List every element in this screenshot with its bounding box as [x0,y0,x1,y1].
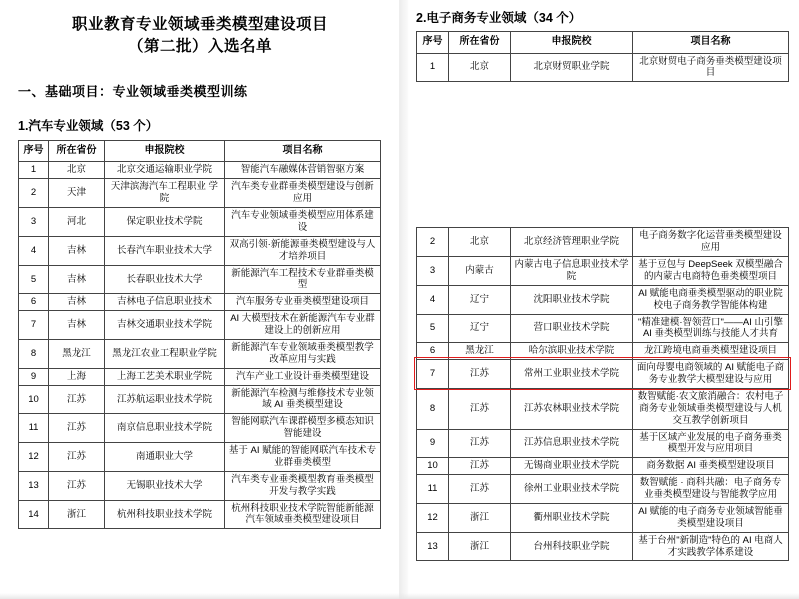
cell-project: 北京财贸电子商务垂类模型建设项目 [633,53,789,82]
column-header-province: 所在省份 [49,140,105,162]
column-header-num: 序号 [417,32,449,54]
cell-province: 浙江 [49,500,105,529]
cell-project: 基于 AI 赋能的智能网联汽车技术专业群垂类模型 [225,443,381,472]
cell-num: 12 [417,503,449,532]
cell-num: 13 [19,471,49,500]
cell-school: 天津滨海汽车工程职业 学院 [105,179,225,208]
cell-num: 6 [19,294,49,311]
cell-province: 江苏 [49,443,105,472]
table-row [19,443,381,472]
cell-project: 杭州科技职业技术学院智能新能源汽车领域垂类模型建设项目 [225,500,381,529]
cell-province: 辽宁 [449,285,511,314]
table-row [417,285,789,314]
cell-school: 北京经济管理职业学院 [511,228,633,257]
page-title [18,14,382,59]
cell-num: 10 [417,458,449,475]
cell-school: 南通职业大学 [105,443,225,472]
column-header-province: 所在省份 [449,32,511,54]
cell-school: 无锡职业技术大学 [105,471,225,500]
cell-num: 7 [19,311,49,340]
table-row [19,236,381,265]
cell-school: 沈阳职业技术学院 [511,285,633,314]
cell-num: 12 [19,443,49,472]
table-row [19,500,381,529]
section-heading-1: 一、基础项目：专业领域垂类模型训练 [18,83,248,99]
cell-project: 双高引领·新能源垂类模型建设与人才培养项目 [225,236,381,265]
cell-project: 电子商务数字化运营垂类模型建设应用 [633,228,789,257]
cell-project: 基于区域产业发展的电子商务垂类模型开发与应用项目 [633,429,789,458]
cell-province: 北京 [449,228,511,257]
cell-province: 北京 [49,162,105,179]
cell-province: 辽宁 [449,314,511,343]
table-row [19,294,381,311]
table-row [417,228,789,257]
cell-project: 基于豆包与 DeepSeek 双模型融合的内蒙古电商特色垂类模型项目 [633,257,789,286]
table-row [19,311,381,340]
cell-province: 河北 [49,208,105,237]
ecommerce-table-top [416,31,789,82]
cell-school: 江苏信息职业技术学院 [511,429,633,458]
cell-num: 8 [417,388,449,429]
cell-project: 汽车产业工业设计垂类模型建设 [225,368,381,385]
cell-num: 13 [417,532,449,561]
column-header-project: 项目名称 [633,32,789,54]
table-row [19,179,381,208]
cell-province: 吉林 [49,236,105,265]
cell-province: 江苏 [49,414,105,443]
cell-project: AI 赋能电商垂类模型驱动的职业院校电子商务教学智能体构建 [633,285,789,314]
table-row [19,339,381,368]
cell-num: 14 [19,500,49,529]
cell-school: 营口职业技术学院 [511,314,633,343]
table-row [417,343,789,360]
cell-num: 8 [19,339,49,368]
cell-province: 吉林 [49,265,105,294]
page-gutter-shadow [399,0,409,599]
cell-project: 数智赋能 · 商科共融：电子商务专业垂类模型建设与智能教学应用 [633,475,789,504]
cell-school: 台州科技职业学院 [511,532,633,561]
cell-province: 江苏 [49,471,105,500]
table-header-row [19,140,381,162]
table-row [19,471,381,500]
cell-school: 黑龙江农业工程职业学院 [105,339,225,368]
cell-num: 4 [19,236,49,265]
cell-num: 5 [19,265,49,294]
cell-num: 1 [417,53,449,82]
table-row [417,360,789,389]
cell-province: 浙江 [449,503,511,532]
cell-project: 面向母婴电商领域的 AI 赋能电子商务专业教学大模型建设与应用 [633,360,789,389]
cell-school: 江苏农林职业技术学院 [511,388,633,429]
cell-num: 6 [417,343,449,360]
title-line-1: 职业教育专业领域垂类模型建设项目 [71,16,328,33]
table-row [19,368,381,385]
column-header-num: 序号 [19,140,49,162]
cell-num: 11 [19,414,49,443]
table-row [417,429,789,458]
cell-school: 上海工艺美术职业学院 [105,368,225,385]
title-line-2: （第二批）入选名单 [127,38,272,56]
cell-project: "精准建模·智领营口"——AI 山引擎 AI 垂类模型训练与技能人才共育 [633,314,789,343]
cell-school: 吉林交通职业技术学院 [105,311,225,340]
column-header-school: 申报院校 [511,32,633,54]
cell-school: 长春汽车职业技术大学 [105,236,225,265]
table-row [19,208,381,237]
cell-province: 吉林 [49,294,105,311]
cell-province: 上海 [49,368,105,385]
cell-project: 汽车类专业垂类模型教育垂类模型开发与教学实践 [225,471,381,500]
cell-num: 2 [417,228,449,257]
cell-project: AI 大模型技术在新能源汽车专业群建设上的创新应用 [225,311,381,340]
cell-school: 哈尔滨职业技术学院 [511,343,633,360]
cell-province: 江苏 [449,475,511,504]
cell-province: 黑龙江 [449,343,511,360]
cell-province: 江苏 [449,360,511,389]
table-row [417,503,789,532]
cell-num: 4 [417,285,449,314]
cell-province: 吉林 [49,311,105,340]
cell-province: 江苏 [449,388,511,429]
cell-school: 北京交通运输职业学院 [105,162,225,179]
cell-province: 北京 [449,53,511,82]
cell-project: 汽车专业领域垂类模型应用体系建设 [225,208,381,237]
cell-project: 基于台州"新制造"特色的 AI 电商人才实践教学体系建设 [633,532,789,561]
table-row [417,458,789,475]
table-row [19,265,381,294]
column-header-school: 申报院校 [105,140,225,162]
cell-school: 长春职业技术大学 [105,265,225,294]
cell-province: 江苏 [449,458,511,475]
cell-province: 天津 [49,179,105,208]
cell-school: 吉林电子信息职业技术 [105,294,225,311]
cell-project: 汽车服务专业垂类模型建设项目 [225,294,381,311]
table-row [19,162,381,179]
right-column [408,0,799,599]
cell-school: 北京财贸职业学院 [511,53,633,82]
cell-num: 2 [19,179,49,208]
table-row [417,257,789,286]
table-header-row [417,32,789,54]
cell-num: 3 [19,208,49,237]
cell-project: 商务数据 AI 垂类模型建设项目 [633,458,789,475]
table-row [19,414,381,443]
cell-num: 10 [19,385,49,414]
page-bottom-fade [0,593,799,599]
table-row [417,475,789,504]
cell-school: 内蒙古电子信息职业技术学院 [511,257,633,286]
cell-num: 9 [417,429,449,458]
cell-num: 9 [19,368,49,385]
cell-school: 江苏航运职业技术学院 [105,385,225,414]
cell-province: 江苏 [449,429,511,458]
cell-project: 龙江跨境电商垂类模型建设项目 [633,343,789,360]
cell-project: 智能汽车融媒体营销智驱方案 [225,162,381,179]
table-row [417,388,789,429]
table-row [417,532,789,561]
cell-project: 新能源汽车检测与维修技术专业领域 AI 垂类模型建设 [225,385,381,414]
cell-project: 数智赋能·农文旅消融合：农村电子商务专业领域垂类模型建设与人机交互教学创新项目 [633,388,789,429]
cell-num: 11 [417,475,449,504]
cell-school: 杭州科技职业技术学院 [105,500,225,529]
table-row [19,385,381,414]
subsection-heading-auto: 1.汽车专业领域（53 个） [18,118,159,133]
cell-project: 汽车类专业群垂类模型建设与创新应用 [225,179,381,208]
cell-province: 黑龙江 [49,339,105,368]
cell-school: 无锡商业职业技术学院 [511,458,633,475]
cell-province: 浙江 [449,532,511,561]
cell-province: 内蒙古 [449,257,511,286]
cell-project: AI 赋能的电子商务专业领域智能垂类模型建设项目 [633,503,789,532]
cell-project: 新能源汽车专业领域垂类模型教学改革应用与实践 [225,339,381,368]
cell-province: 江苏 [49,385,105,414]
cell-school: 徐州工业职业技术学院 [511,475,633,504]
table-row [417,314,789,343]
cell-num: 1 [19,162,49,179]
cell-school: 常州工业职业技术学院 [511,360,633,389]
cell-school: 保定职业技术学院 [105,208,225,237]
cell-school: 衢州职业技术学院 [511,503,633,532]
table-row [417,53,789,82]
subsection-heading-ecommerce: 2.电子商务专业领域（34 个） [416,11,582,25]
cell-num: 3 [417,257,449,286]
column-header-project: 项目名称 [225,140,381,162]
cell-school: 南京信息职业技术学院 [105,414,225,443]
cell-num: 5 [417,314,449,343]
cell-project: 新能源汽车工程技术专业群垂类模型 [225,265,381,294]
ecommerce-table-bottom [416,227,789,561]
cell-project: 智能网联汽车课群模型多模态知识智能建设 [225,414,381,443]
auto-table [18,140,381,529]
cell-num: 7 [417,360,449,389]
